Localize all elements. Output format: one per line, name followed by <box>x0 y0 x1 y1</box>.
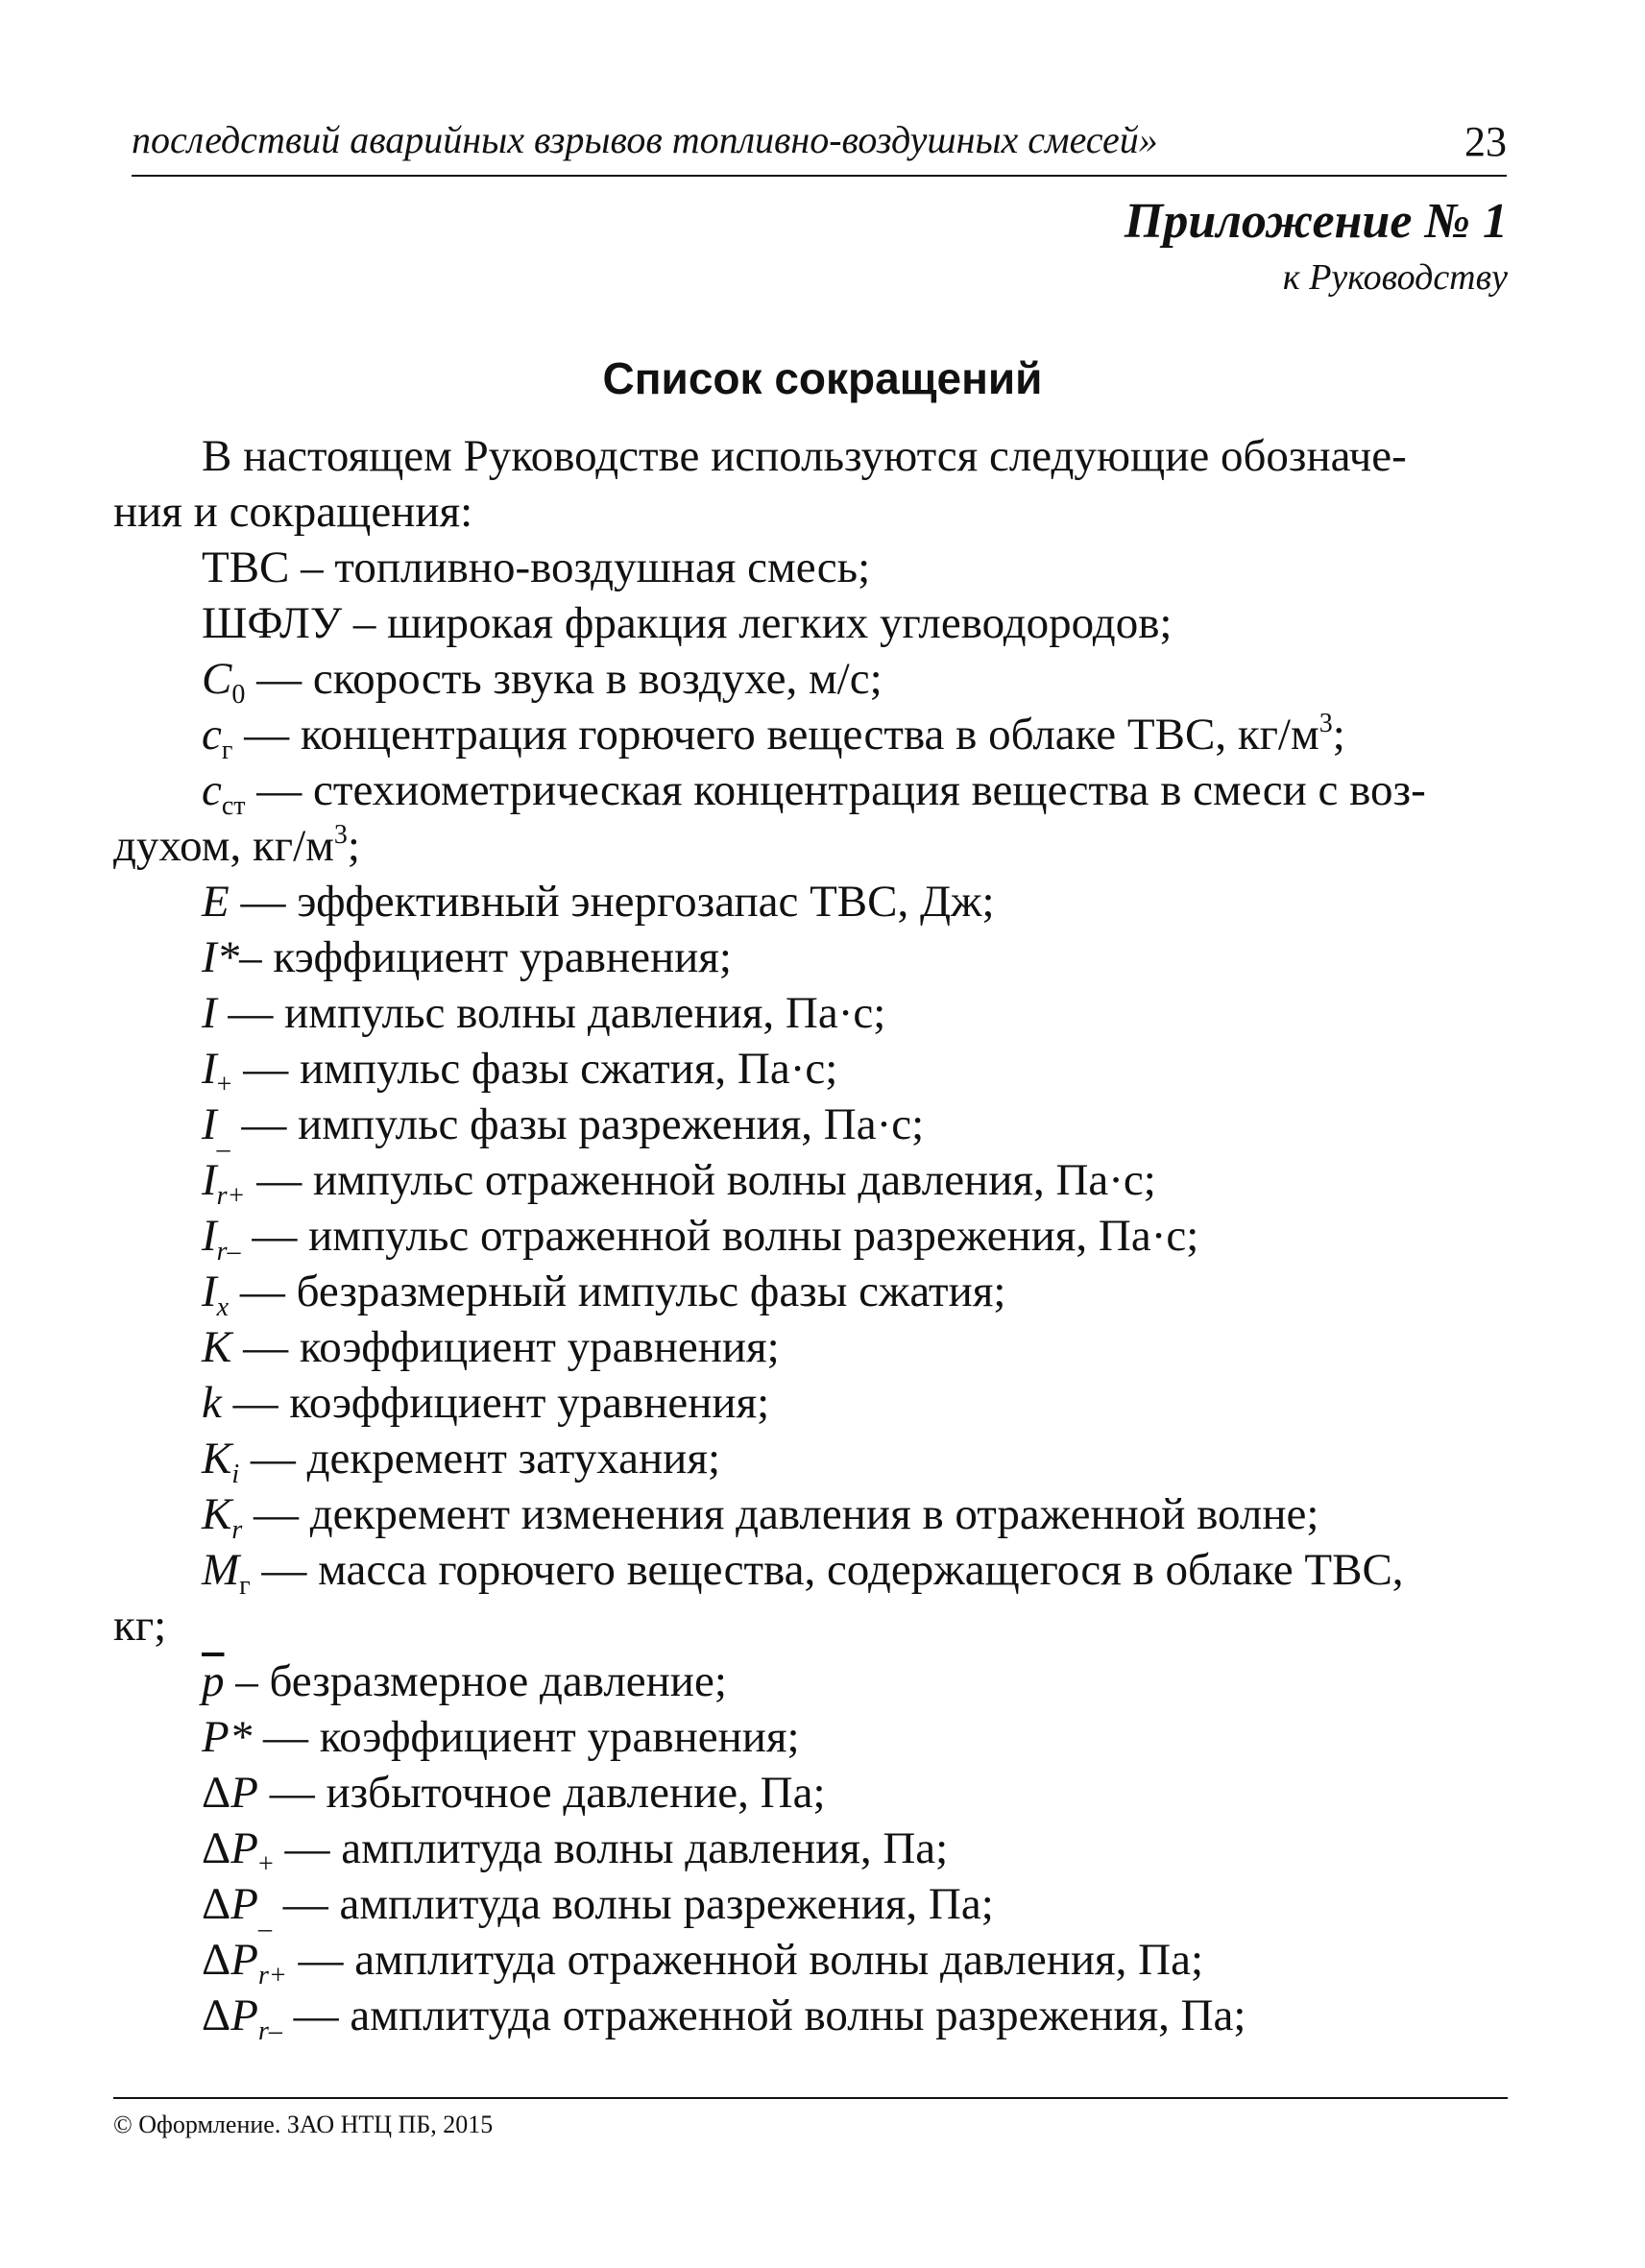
entry-text: – безразмерное давление; <box>224 1656 727 1706</box>
entry-symbol: I <box>202 988 217 1038</box>
entry-delta: Δ <box>202 1991 231 2040</box>
entry-subscript: _ <box>216 1125 230 1155</box>
running-title: последствий аварийных взрывов топливно-воздушных смесей» <box>132 118 1158 161</box>
entry-text: — амплитуда отраженной волны разрежения, Па; <box>281 1991 1246 2040</box>
entry-text: — безразмерный импульс фазы сжатия; <box>229 1267 1006 1316</box>
entry-subscript: i <box>231 1460 240 1489</box>
list-item <box>113 1152 1508 1211</box>
entry-symbol: ТВС <box>202 543 290 592</box>
list-item <box>113 1208 1508 1267</box>
entry-superscript: 3 <box>1318 709 1333 738</box>
entry-symbol: I* <box>202 932 240 982</box>
running-header <box>132 113 1507 177</box>
entry-symbol: K <box>202 1489 232 1539</box>
appendix-label <box>1125 192 1508 303</box>
entry-subscript: r– <box>216 1237 241 1267</box>
entry-subscript: r+ <box>257 1961 287 1991</box>
entry-symbol: c <box>202 710 222 760</box>
entry-text: – кэффициент уравнения; <box>239 932 732 982</box>
entry-text: — амплитуда волны давления, Па; <box>273 1823 949 1873</box>
entry-symbol: I <box>202 1044 217 1094</box>
entry-text: – широкая фракция легких углеводородов; <box>342 598 1173 648</box>
entry-text: — коэффициент уравнения; <box>252 1712 800 1762</box>
entry-end: ; <box>347 821 360 871</box>
list-item <box>113 1264 1508 1322</box>
entry-symbol: P <box>230 1991 258 2040</box>
entry-text: — избыточное давление, Па; <box>257 1768 826 1818</box>
entry-symbol: P <box>230 1823 258 1873</box>
list-item <box>113 1932 1508 1991</box>
list-item <box>113 1876 1508 1935</box>
appendix-title: Приложение № 1 <box>1124 194 1508 249</box>
list-item-continuation <box>113 1598 1508 1653</box>
intro-line: В настоящем Руководстве используются следующие обозначе- <box>202 431 1407 481</box>
list-item <box>113 595 1508 651</box>
entry-subscript: 0 <box>231 680 246 710</box>
entry-symbol: I <box>202 1267 217 1316</box>
entry-symbol: P* <box>202 1712 253 1762</box>
entry-text: — коэффициент уравнения; <box>221 1378 770 1428</box>
entry-delta: Δ <box>202 1768 231 1818</box>
list-item <box>113 985 1508 1041</box>
entry-text: — коэффициент уравнения; <box>231 1322 780 1372</box>
entry-text: кг; <box>113 1601 167 1651</box>
entry-text: — импульс фазы разрежения, Па·с; <box>230 1099 925 1149</box>
section-heading: Список сокращений <box>602 353 1043 403</box>
entry-symbol: I <box>202 1211 217 1261</box>
entry-symbol: $\overline{p}$ <box>202 1656 225 1706</box>
entry-symbol: C <box>202 654 232 704</box>
entry-end: ; <box>1332 710 1345 760</box>
intro-line: ния и сокращения: <box>113 487 473 537</box>
list-item <box>113 1542 1508 1601</box>
entry-text: — амплитуда отраженной волны давления, Па; <box>286 1935 1204 1985</box>
entry-text: духом, кг/м <box>113 821 334 871</box>
entry-delta: Δ <box>202 1823 231 1873</box>
entry-subscript: r <box>231 1515 243 1545</box>
entry-symbol: K <box>202 1434 232 1484</box>
list-item <box>113 1653 1508 1709</box>
list-item <box>113 1041 1508 1097</box>
abbreviation-list <box>113 428 1508 2046</box>
list-item-continuation <box>113 818 1508 874</box>
list-item <box>113 929 1508 985</box>
entry-text: — импульс отраженной волны давления, Па·с; <box>245 1155 1156 1205</box>
entry-symbol: c <box>202 765 222 815</box>
list-item <box>113 874 1508 929</box>
list-item <box>113 1988 1508 2046</box>
entry-symbol: I <box>202 1155 217 1205</box>
entry-text: — эффективный энергозапас ТВС, Дж; <box>229 877 995 927</box>
entry-subscript: + <box>257 1849 274 1879</box>
list-item <box>113 1097 1508 1155</box>
entry-text: — стехиометрическая концентрация вещества в смеси с воз- <box>245 765 1426 815</box>
entry-symbol: k <box>202 1378 222 1428</box>
list-item <box>113 651 1508 710</box>
entry-subscript: + <box>216 1070 232 1099</box>
page-number: 23 <box>1464 118 1507 165</box>
entry-subscript: _ <box>257 1905 272 1935</box>
list-item <box>113 1709 1508 1765</box>
entry-text: — импульс фазы сжатия, Па·с; <box>231 1044 838 1094</box>
list-item <box>113 1431 1508 1489</box>
copyright-footer: © Оформление. ЗАО НТЦ ПБ, 2015 <box>113 2097 1508 2139</box>
list-item <box>113 1486 1508 1545</box>
entry-subscript: r– <box>257 2016 282 2046</box>
entry-delta: Δ <box>202 1879 231 1929</box>
entry-symbol: E <box>202 877 230 927</box>
entry-symbol: K <box>202 1322 232 1372</box>
entry-symbol: P <box>230 1768 258 1818</box>
list-item <box>113 1375 1508 1431</box>
entry-delta: Δ <box>202 1935 231 1985</box>
entry-text: — скорость звука в воздухе, м/с; <box>245 654 883 704</box>
entry-symbol: P <box>230 1935 258 1985</box>
entry-text: — декремент изменения давления в отраженной волне; <box>242 1489 1319 1539</box>
entry-text: — импульс отраженной волны разрежения, Па·с; <box>240 1211 1199 1261</box>
list-item <box>113 540 1508 595</box>
list-item <box>113 1319 1508 1375</box>
entry-subscript: г <box>221 736 233 765</box>
entry-symbol: M <box>202 1545 240 1595</box>
entry-subscript: r+ <box>216 1181 246 1211</box>
entry-text: — концентрация горючего вещества в облаке ТВС, кг/м <box>232 710 1319 760</box>
entry-text: — масса горючего вещества, содержащегося в облаке ТВС, <box>250 1545 1404 1595</box>
entry-symbol: I <box>202 1099 217 1149</box>
list-item <box>113 707 1508 765</box>
list-item <box>113 1821 1508 1879</box>
appendix-subtitle: к Руководству <box>1282 257 1508 298</box>
entry-text: – топливно-воздушная смесь; <box>289 543 871 592</box>
entry-symbol: P <box>230 1879 258 1929</box>
list-item <box>113 762 1508 821</box>
entry-text: — импульс волны давления, Па·с; <box>216 988 886 1038</box>
entry-symbol: ШФЛУ <box>202 598 343 648</box>
entry-text: — амплитуда волны разрежения, Па; <box>271 1879 994 1929</box>
list-item <box>113 1765 1508 1821</box>
entry-subscript: x <box>216 1292 230 1322</box>
entry-subscript: г <box>239 1571 251 1601</box>
entry-text: — декремент затухания; <box>239 1434 721 1484</box>
entry-superscript: 3 <box>333 820 348 850</box>
entry-subscript: ст <box>221 791 246 821</box>
